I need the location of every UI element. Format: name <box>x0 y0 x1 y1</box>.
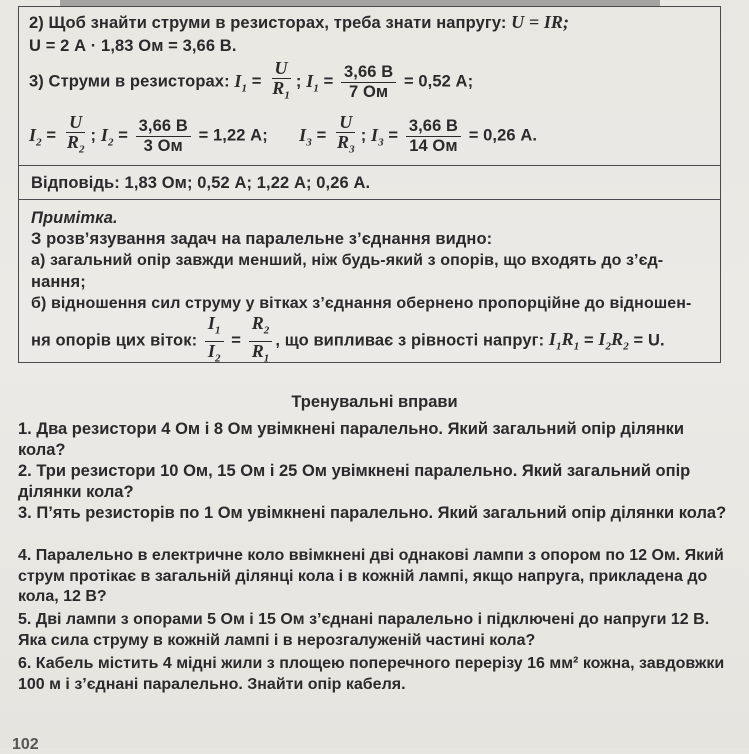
note-line4: б) відношення сил струму у вітках з’єднання обернено пропорційне до відношен- <box>31 295 692 312</box>
divider-2 <box>19 199 720 200</box>
exercise-5: 5. Дві лампи з опорами 5 Ом і 15 Ом з’єднані паралельно і підключені до напруги 12 В. Яка сила струму в кожній лампі і в нерозгалуженій частині кола? <box>18 611 710 649</box>
page-number: 102 <box>12 736 39 753</box>
note-line3: нання; <box>31 273 86 291</box>
solution-box <box>18 6 721 363</box>
step2-line2: U = 2 А · 1,83 Ом = 3,66 В. <box>29 37 237 55</box>
i2-i3-line: $I_2$ = $\frac{U}{R_2}$ ; $I_2$ = $\frac{3,66 В}{3 Ом}$ = 1,22 А; $I_3$ = $\frac{U}{R_3}$ ; $I_3$ = $\frac{3,66 В}{14 Ом}$ = 0,26 А. <box>29 112 538 156</box>
step2-line1: 2) Щоб знайти струми в резисторах, треба знати напругу: U = IR; <box>29 12 570 32</box>
answer-line: Відповідь: 1,83 Ом; 0,52 А; 1,22 А; 0,26 А. <box>31 174 371 192</box>
exercises-title: Тренувальні вправи <box>291 393 458 411</box>
exercise-3: 3. П’ять резисторів по 1 Ом увімкнені паралельно. Який загальний опір ділянки кола? <box>18 504 727 522</box>
note-line2: а) загальний опір завжди менший, ніж будь-який з опорів, що входять до з’єд- <box>31 252 664 269</box>
exercise-1: 1. Два резистори 4 Ом і 8 Ом увімкнені паралельно. Який загальний опір ділянки кола? <box>18 420 685 459</box>
divider-1 <box>19 165 720 166</box>
note-line5: ня опорів цих віток: $\frac{I_1}{I_2}$ = $\frac{R_2}{R_1}$ , що випливає з рівності напруг: $I_1R_1 = I_2R_2 = U$. <box>31 313 665 365</box>
exercise-6: 6. Кабель містить 4 мідні жили з площею поперечного перерізу 16 мм² кожна, завдовжки 100 м і з’єднані паралельно. Знайти опір кабеля. <box>18 655 725 693</box>
note-line1: З розв’язування задач на паралельне з’єднання видно: <box>31 230 493 248</box>
exercise-4: 4. Паралельно в електричне коло ввімкнені дві однакові лампи з опором по 12 Ом. Який струм протікає в загальній ділянці кола і в кожній лампі, якщо напруга, прикладена до кола, 12 В? <box>18 547 724 605</box>
note-title: Примітка. <box>31 209 118 227</box>
step3-line: 3) Струми в резисторах: $I_1$ = $\frac{U}{R_1}$ ; $I_1$ = $\frac{3,66 В}{7 Ом}$ = 0,52 А; <box>29 58 474 102</box>
exercise-2: 2. Три резистори 10 Ом, 15 Ом і 25 Ом увімкнені паралельно. Який загальний опір ділянки кола? <box>18 462 691 501</box>
